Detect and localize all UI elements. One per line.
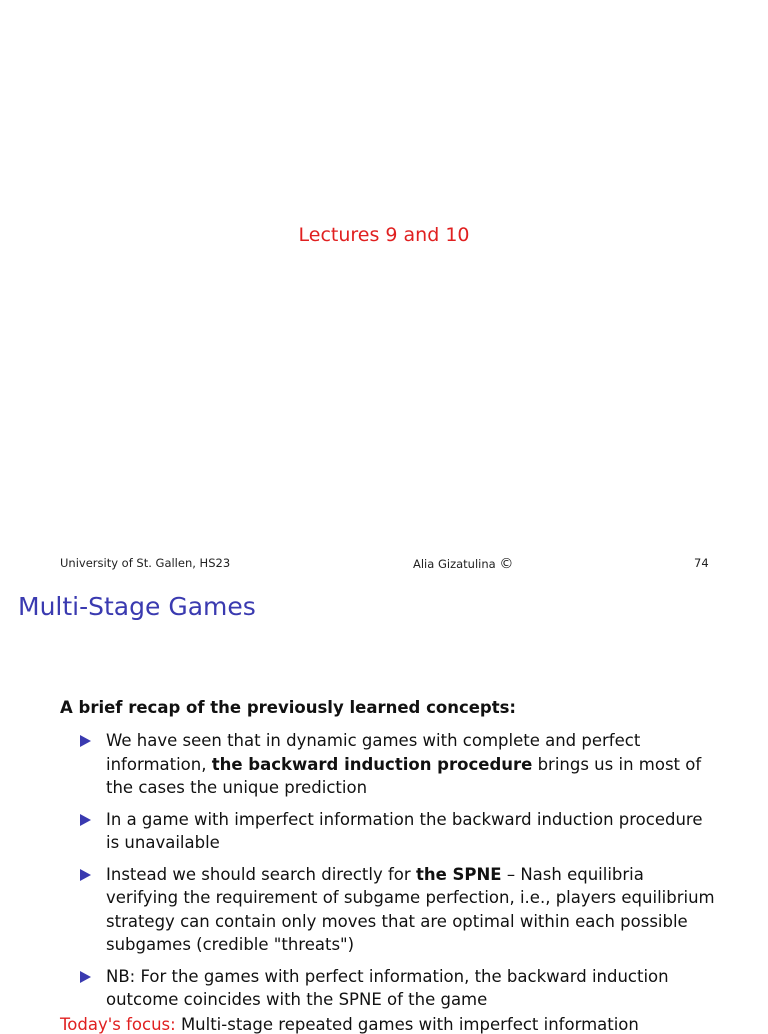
bullet-text: In a game with imperfect information the backward induction procedure is unavailable [106,809,703,852]
bullet-list [80,729,720,1020]
list-item [80,729,720,800]
triangle-bullet-icon [80,869,91,881]
list-item [80,808,720,855]
recap-heading: A brief recap of the previously learned concepts: [60,698,517,717]
focus-line [60,1015,639,1034]
bullet-text: We have seen that in dynamic games with complete and perfect information, [106,731,641,774]
bullet-text: brings us in most of the cases the unique prediction [106,754,702,797]
footer-author [413,556,513,572]
bullet-bold: the SPNE [415,864,502,884]
bullet-text: NB: For the games with perfect information, the backward induction outcome coincides with the SPNE of the game [106,966,669,1009]
list-item [80,863,720,957]
bullet-text: – Nash equilibria verifying the requirement of subgame perfection, i.e., players equilibrium strategy can contain only moves that are optimal within each possible subgames (credible "threats") [106,864,715,954]
bullet-text: Instead we should search directly for [106,864,416,884]
list-item [80,965,720,1012]
triangle-bullet-icon [80,814,91,826]
focus-text: Multi-stage repeated games with imperfect information [180,1015,639,1034]
bullet-bold: the backward induction procedure [211,754,533,774]
slide-title: Multi-Stage Games [18,592,256,621]
slide-heading: Lectures 9 and 10 [298,224,470,246]
triangle-bullet-icon [80,971,91,983]
author-name: Alia Gizatulina [413,557,496,571]
page-number: 74 [694,556,709,570]
triangle-bullet-icon [80,735,91,747]
footer-university: University of St. Gallen, HS23 [60,556,231,570]
copyright-icon: © [499,556,514,572]
focus-label: Today's focus: [60,1015,176,1034]
